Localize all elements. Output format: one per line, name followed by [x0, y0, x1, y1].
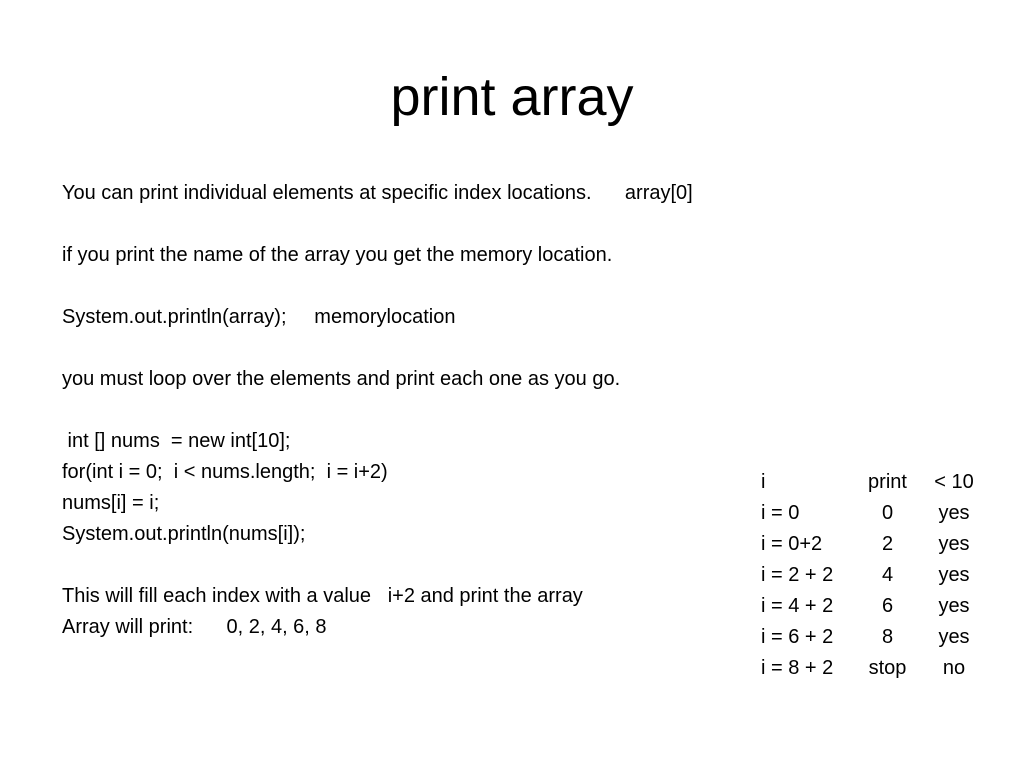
- body-line: You can print individual elements at specific index locations. array[0]: [62, 182, 693, 204]
- trace-row: [761, 498, 989, 529]
- trace-cell: 6: [881, 595, 894, 617]
- trace-cell: stop: [868, 657, 907, 679]
- body-line: This will fill each index with a value i+2 and print the array: [62, 585, 583, 607]
- trace-header-row: [761, 467, 989, 498]
- code-line: System.out.println(nums[i]);: [62, 523, 306, 545]
- trace-cell: i = 6 + 2: [761, 626, 834, 648]
- trace-cell: yes: [938, 626, 970, 648]
- body-line: System.out.println(array); memorylocation: [62, 306, 456, 328]
- trace-cell: yes: [938, 533, 970, 555]
- trace-cell: yes: [938, 502, 970, 524]
- trace-cell: 4: [881, 564, 894, 586]
- blank-line: [62, 271, 762, 302]
- trace-cell: i = 8 + 2: [761, 657, 834, 679]
- body-line: if you print the name of the array you get the memory location.: [62, 244, 613, 266]
- trace-row: [761, 591, 989, 622]
- trace-cell: i = 4 + 2: [761, 595, 834, 617]
- trace-header-cell: print: [868, 471, 907, 493]
- blank-line: [62, 550, 762, 581]
- trace-cell: 8: [881, 626, 894, 648]
- blank-line: [62, 333, 762, 364]
- trace-cell: i = 0: [761, 502, 800, 524]
- trace-header-cell: < 10: [934, 471, 974, 493]
- trace-row: [761, 560, 989, 591]
- trace-cell: i = 0+2: [761, 533, 823, 555]
- trace-row: [761, 622, 989, 653]
- trace-cell: no: [942, 657, 966, 679]
- trace-row: [761, 529, 989, 560]
- trace-cell: yes: [938, 595, 970, 617]
- blank-line: [62, 395, 762, 426]
- blank-line: [62, 209, 762, 240]
- trace-cell: 0: [881, 502, 894, 524]
- code-line: int [] nums = new int[10];: [62, 430, 291, 452]
- trace-row: [761, 653, 989, 684]
- body-line: Array will print: 0, 2, 4, 6, 8: [62, 616, 327, 638]
- body-line: you must loop over the elements and print each one as you go.: [62, 368, 621, 390]
- trace-header-cell: i: [761, 471, 766, 493]
- trace-cell: 2: [881, 533, 894, 555]
- trace-cell: i = 2 + 2: [761, 564, 834, 586]
- trace-cell: yes: [938, 564, 970, 586]
- loop-trace-table: [761, 467, 989, 684]
- code-line: nums[i] = i;: [62, 492, 160, 514]
- slide-body: [62, 178, 762, 643]
- slide-title: print array: [390, 67, 634, 127]
- code-line: for(int i = 0; i < nums.length; i = i+2): [62, 461, 388, 483]
